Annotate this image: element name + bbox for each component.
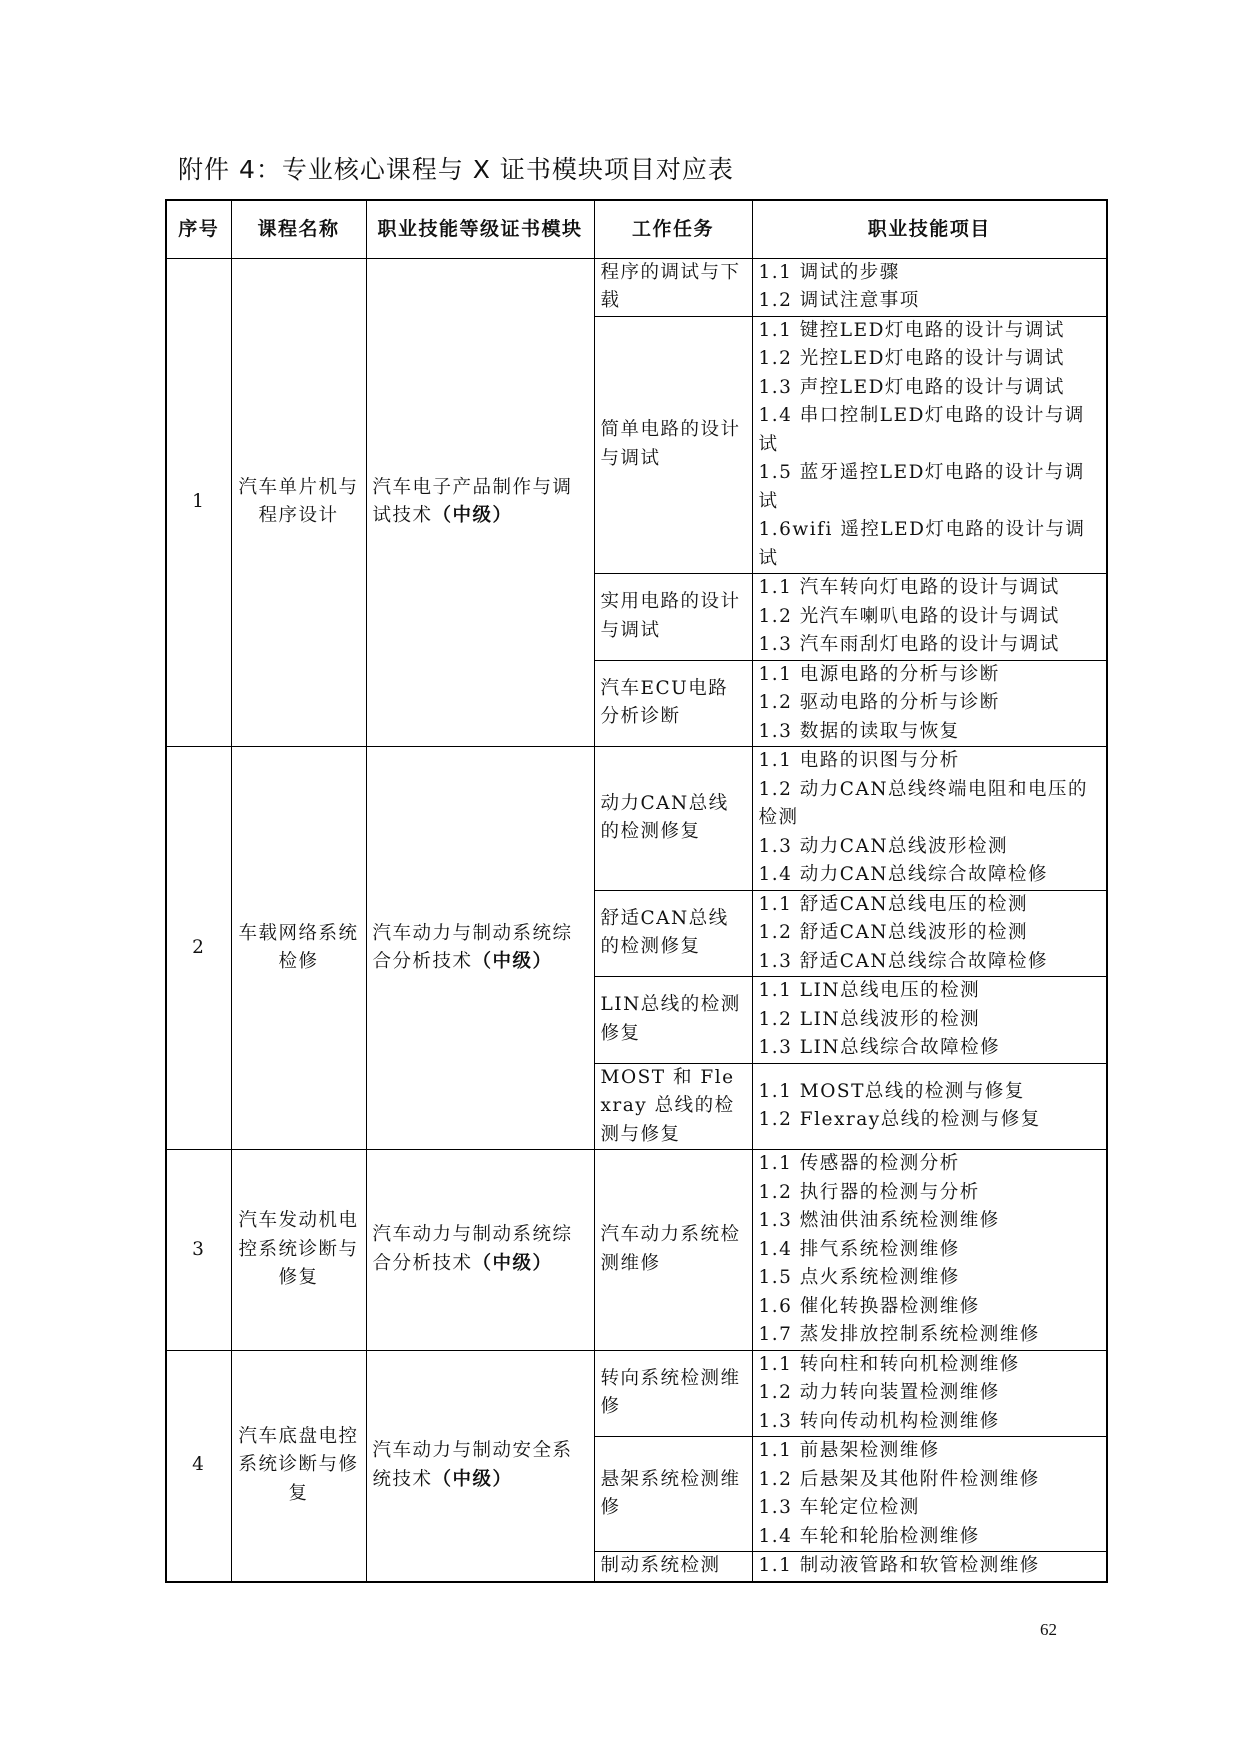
- skill-item: 1.3 数据的读取与恢复: [758, 720, 960, 742]
- skill-items-cell: [752, 1437, 1107, 1552]
- skill-item: 1.1 调试的步骤: [758, 261, 900, 283]
- skill-item: 1.1 传感器的检测分析: [758, 1153, 960, 1174]
- skill-item: 1.1 汽车转向灯电路的设计与调试: [758, 577, 1060, 598]
- skill-item: 1.7 蒸发排放控制系统检测维修: [758, 1324, 1040, 1345]
- skill-item: 1.2 后悬架及其他附件检测维修: [758, 1468, 1040, 1490]
- course-name-cell: 汽车发动机电控系统诊断与修复: [231, 1150, 366, 1351]
- cert-level: （中级）: [472, 1252, 553, 1274]
- cert-module-cell: [366, 747, 594, 1150]
- skill-items-cell: [752, 747, 1107, 891]
- table-body: [166, 258, 1107, 1582]
- skill-item: 1.4 排气系统检测维修: [758, 1238, 960, 1260]
- skill-items-cell: [752, 890, 1107, 977]
- work-task-cell: 转向系统检测维修: [594, 1350, 752, 1437]
- cert-module-name: 汽车动力与制动系统综合分析技术: [372, 922, 573, 972]
- skill-item: 1.3 舒适CAN总线综合故障检修: [758, 950, 1049, 972]
- work-task-cell: 实用电路的设计与调试: [594, 574, 752, 661]
- table-header-row: [166, 200, 1107, 258]
- course-name-cell: 汽车底盘电控系统诊断与修复: [231, 1350, 366, 1582]
- work-task-cell: 汽车动力系统检测维修: [594, 1150, 752, 1351]
- cert-module-cell: [366, 1350, 594, 1582]
- seq-cell: 2: [166, 747, 231, 1150]
- skill-item: 1.3 车轮定位检测: [758, 1497, 920, 1518]
- skill-item: 1.3 声控LED灯电路的设计与调试: [758, 376, 1065, 398]
- skill-items-cell: [752, 1552, 1107, 1582]
- skill-items-cell: [752, 977, 1107, 1064]
- header-seq: 序号: [166, 200, 231, 258]
- seq-cell: 3: [166, 1150, 231, 1351]
- skill-item: 1.1 电源电路的分析与诊断: [758, 663, 1000, 685]
- cert-level: （中级）: [432, 1468, 513, 1490]
- cert-module-cell: [366, 258, 594, 747]
- work-task-cell: 汽车ECU电路分析诊断: [594, 660, 752, 747]
- skill-item: 1.2 调试注意事项: [758, 290, 920, 311]
- skill-item: 1.6 催化转换器检测维修: [758, 1295, 980, 1317]
- skill-items-cell: [752, 316, 1107, 574]
- cert-module-name: 汽车动力与制动系统综合分析技术: [372, 1224, 573, 1274]
- cert-module-name: 汽车动力与制动安全系统技术: [372, 1440, 573, 1490]
- table-row: [166, 1150, 1107, 1351]
- skill-items-cell: [752, 1350, 1107, 1437]
- skill-item: 1.2 舒适CAN总线波形的检测: [758, 922, 1029, 943]
- work-task-cell: 程序的调试与下载: [594, 258, 752, 316]
- work-task-cell: 舒适CAN总线的检测修复: [594, 890, 752, 977]
- header-task: 工作任务: [594, 200, 752, 258]
- skill-item: 1.3 动力CAN总线波形检测: [758, 835, 1009, 857]
- skill-item: 1.3 燃油供油系统检测维修: [758, 1210, 1000, 1231]
- skill-item: 1.1 电路的识图与分析: [758, 750, 960, 771]
- skill-item: 1.1 键控LED灯电路的设计与调试: [758, 319, 1065, 341]
- skill-item: 1.5 点火系统检测维修: [758, 1267, 960, 1288]
- course-name-cell: 车载网络系统检修: [231, 747, 366, 1150]
- skill-item: 1.4 车轮和轮胎检测维修: [758, 1525, 980, 1547]
- page-title: 附件 4：专业核心课程与 X 证书模块项目对应表: [178, 155, 734, 184]
- skill-item: 1.3 汽车雨刮灯电路的设计与调试: [758, 634, 1060, 655]
- work-task-cell: 简单电路的设计与调试: [594, 316, 752, 574]
- skill-item: 1.1 前悬架检测维修: [758, 1440, 940, 1461]
- header-course: 课程名称: [231, 200, 366, 258]
- work-task-cell: 动力CAN总线的检测修复: [594, 747, 752, 891]
- cert-level: （中级）: [472, 951, 553, 972]
- skill-item: 1.3 转向传动机构检测维修: [758, 1410, 1000, 1432]
- course-certificate-table: [165, 199, 1108, 1583]
- table-row: [166, 747, 1107, 891]
- skill-item: 1.1 LIN总线电压的检测: [758, 980, 981, 1001]
- skill-item: 1.2 Flexray总线的检测与修复: [758, 1109, 1041, 1131]
- work-task-cell: 悬架系统检测维修: [594, 1437, 752, 1552]
- skill-items-cell: [752, 660, 1107, 747]
- skill-item: 1.4 动力CAN总线综合故障检修: [758, 864, 1049, 885]
- header-cert: 职业技能等级证书模块: [366, 200, 594, 258]
- course-name-cell: 汽车单片机与程序设计: [231, 258, 366, 747]
- seq-cell: 4: [166, 1350, 231, 1582]
- table-row: [166, 258, 1107, 316]
- skill-item: 1.1 转向柱和转向机检测维修: [758, 1353, 1020, 1375]
- skill-item: 1.2 LIN总线波形的检测: [758, 1008, 981, 1030]
- skill-items-cell: [752, 1063, 1107, 1150]
- skill-item: 1.2 驱动电路的分析与诊断: [758, 692, 1000, 713]
- skill-item: 1.6wifi 遥控LED灯电路的设计与调试: [758, 519, 1086, 569]
- cert-level: （中级）: [432, 505, 513, 527]
- page-number: 62: [1040, 1620, 1057, 1639]
- skill-item: 1.2 动力CAN总线终端电阻和电压的检测: [758, 778, 1089, 828]
- work-task-cell: MOST 和 Flexray 总线的检测与修复: [594, 1063, 752, 1150]
- skill-item: 1.2 光汽车喇叭电路的设计与调试: [758, 605, 1060, 627]
- skill-items-cell: [752, 574, 1107, 661]
- skill-items-cell: [752, 1150, 1107, 1351]
- work-task-cell: 制动系统检测: [594, 1552, 752, 1582]
- skill-item: 1.1 制动液管路和软管检测维修: [758, 1555, 1040, 1576]
- skill-item: 1.2 动力转向装置检测维修: [758, 1382, 1000, 1403]
- skill-item: 1.3 LIN总线综合故障检修: [758, 1037, 1001, 1058]
- header-skill: 职业技能项目: [752, 200, 1107, 258]
- seq-cell: 1: [166, 258, 231, 747]
- skill-item: 1.1 MOST总线的检测与修复: [758, 1080, 1025, 1102]
- cert-module-cell: [366, 1150, 594, 1351]
- skill-item: 1.2 执行器的检测与分析: [758, 1181, 980, 1203]
- work-task-cell: LIN总线的检测修复: [594, 977, 752, 1064]
- skill-item: 1.5 蓝牙遥控LED灯电路的设计与调试: [758, 462, 1085, 512]
- table-row: [166, 1350, 1107, 1437]
- skill-item: 1.4 串口控制LED灯电路的设计与调试: [758, 405, 1085, 455]
- skill-items-cell: [752, 258, 1107, 316]
- cert-module-name: 汽车电子产品制作与调试技术: [372, 476, 573, 527]
- skill-item: 1.1 舒适CAN总线电压的检测: [758, 893, 1029, 915]
- skill-item: 1.2 光控LED灯电路的设计与调试: [758, 348, 1065, 369]
